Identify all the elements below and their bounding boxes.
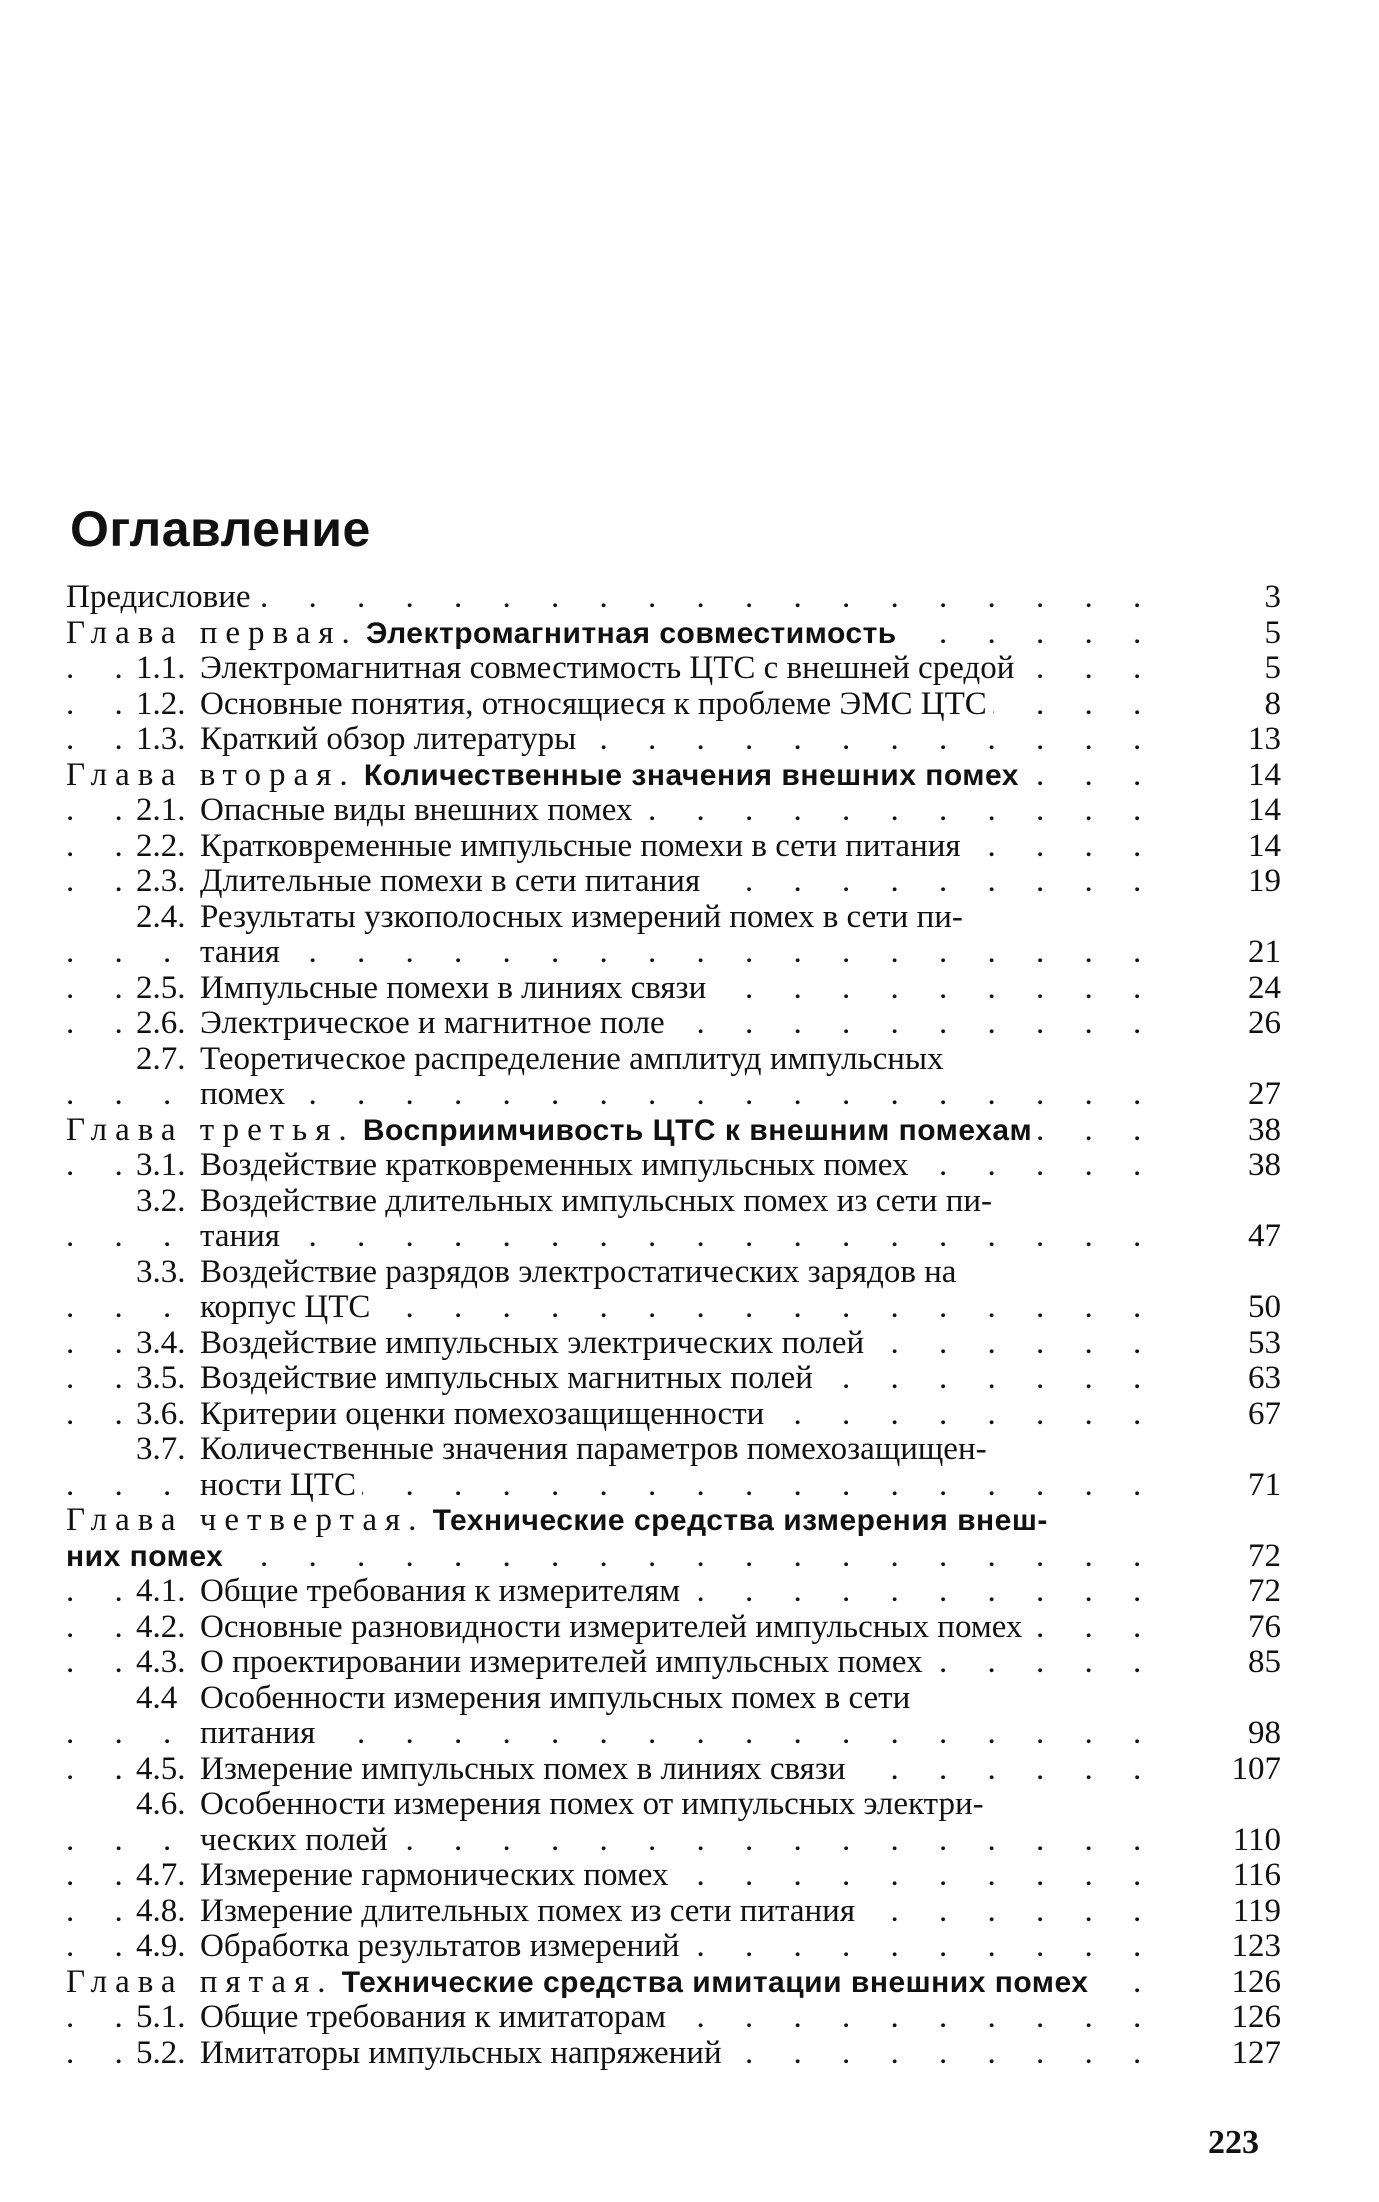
toc-entry bbox=[66, 651, 1281, 687]
page-ref: 110 bbox=[1232, 1821, 1281, 1858]
toc-entry bbox=[66, 1006, 1281, 1042]
toc-entry bbox=[66, 580, 1281, 616]
section-number: 3.2. bbox=[136, 1183, 186, 1219]
section-title: Электрическое и магнитное поле bbox=[200, 1006, 665, 1041]
section-title: Опасные виды внешних помех bbox=[200, 793, 633, 828]
toc-entry bbox=[66, 1432, 1281, 1468]
section-number: 1.1. bbox=[136, 651, 186, 686]
section-number: 3.6. bbox=[136, 1396, 186, 1432]
section-title: Импульсные помехи в линиях связи bbox=[200, 970, 707, 1006]
section-number: 1.2. bbox=[136, 686, 186, 722]
toc-entry bbox=[66, 935, 1281, 971]
toc-entry bbox=[66, 1965, 1281, 2001]
toc-entry bbox=[66, 1042, 1281, 1078]
toc-entry bbox=[66, 1539, 1281, 1575]
chapter-label: Глава четвертая. bbox=[66, 1503, 425, 1538]
page-ref: 38 bbox=[1248, 1147, 1281, 1183]
toc-entry bbox=[66, 1184, 1281, 1220]
page-ref: 127 bbox=[1231, 2034, 1281, 2071]
toc-entry bbox=[66, 2036, 1281, 2072]
page-ref: 26 bbox=[1248, 1005, 1281, 1041]
toc-entry bbox=[66, 2000, 1281, 2036]
toc-entry bbox=[66, 864, 1281, 900]
page-ref: 14 bbox=[1248, 827, 1281, 864]
toc-entry bbox=[66, 1716, 1281, 1752]
section-number: 3.7. bbox=[136, 1432, 186, 1467]
section-title: Измерение гармонических помех bbox=[200, 1858, 669, 1893]
chapter-label: Глава пятая. bbox=[66, 1964, 334, 2000]
table-of-contents bbox=[66, 580, 1281, 2071]
section-title: Обработка результатов измерений bbox=[200, 1929, 680, 1964]
toc-entry bbox=[66, 1503, 1281, 1539]
page-ref: 14 bbox=[1248, 792, 1281, 828]
page-ref: 72 bbox=[1248, 1537, 1281, 1574]
toc-entry bbox=[66, 1219, 1281, 1255]
toc-entry bbox=[66, 829, 1281, 865]
section-title-continued: ности ЦТС bbox=[200, 1467, 356, 1503]
section-number: 4.1. bbox=[136, 1574, 186, 1609]
page-ref: 85 bbox=[1248, 1644, 1281, 1680]
section-number: 3.1. bbox=[136, 1148, 186, 1183]
section-number: 4.9. bbox=[136, 1929, 186, 1964]
toc-entry bbox=[66, 1787, 1281, 1823]
chapter-title: Количественные значения внешних помех bbox=[363, 758, 1019, 792]
page-ref: 76 bbox=[1248, 1608, 1281, 1645]
section-number: 4.3. bbox=[136, 1645, 186, 1680]
chapter-label: Глава третья. bbox=[66, 1112, 355, 1148]
section-title: Измерение импульсных помех в линиях связи bbox=[200, 1751, 846, 1787]
section-title-continued: ческих полей bbox=[200, 1822, 388, 1858]
section-title: Краткий обзор литературы bbox=[200, 722, 577, 757]
toc-entry bbox=[66, 1148, 1281, 1184]
page-title: Оглавление bbox=[70, 501, 371, 557]
toc-entry bbox=[66, 1468, 1281, 1504]
page-ref: 53 bbox=[1248, 1324, 1281, 1361]
toc-entry bbox=[66, 1077, 1281, 1113]
page-ref: 24 bbox=[1248, 969, 1281, 1006]
section-title: Критерии оценки помехозащищенности bbox=[200, 1396, 765, 1432]
section-title: Воздействие кратковременных импульсных помех bbox=[200, 1148, 909, 1183]
section-title-continued: корпус ЦТС bbox=[200, 1290, 371, 1325]
page-ref: 126 bbox=[1231, 1999, 1281, 2035]
section-title: Электромагнитная совместимость ЦТС с внешней средой bbox=[200, 651, 1015, 686]
section-title: Основные разновидности измерителей импульсных помех bbox=[200, 1609, 1023, 1645]
toc-entry bbox=[66, 1929, 1281, 1965]
chapter-label: Глава вторая. bbox=[66, 757, 356, 793]
chapter-title: Технические средства имитации внешних помех bbox=[341, 1965, 1089, 1999]
section-title: Теоретическое распределение амплитуд импульсных bbox=[200, 1041, 944, 1077]
section-title: Воздействие импульсных магнитных полей bbox=[200, 1361, 813, 1396]
section-title: Общие требования к имитаторам bbox=[200, 2000, 667, 2035]
section-number: 1.3. bbox=[136, 722, 186, 757]
section-number: 2.5. bbox=[136, 970, 186, 1006]
section-title: Кратковременные импульсные помехи в сети питания bbox=[200, 828, 961, 864]
section-title: О проектировании измерителей импульсных помех bbox=[200, 1645, 923, 1680]
page-ref: 67 bbox=[1248, 1395, 1281, 1432]
chapter-label: Глава первая. bbox=[66, 615, 358, 651]
toc-entry bbox=[66, 1858, 1281, 1894]
section-number: 4.8. bbox=[136, 1893, 186, 1929]
page-ref: 126 bbox=[1231, 1963, 1281, 2000]
page-ref: 72 bbox=[1248, 1573, 1281, 1609]
chapter-title-continued: них помех bbox=[66, 1539, 224, 1573]
toc-entry bbox=[66, 1255, 1281, 1291]
section-title: Измерение длительных помех из сети питания bbox=[200, 1893, 856, 1929]
section-number: 4.6. bbox=[136, 1787, 186, 1822]
section-number: 2.6. bbox=[136, 1006, 186, 1041]
entry-title: Предисловие bbox=[66, 580, 251, 615]
page-ref: 8 bbox=[1264, 685, 1281, 722]
section-title-continued: тания bbox=[200, 1219, 280, 1254]
page-ref: 5 bbox=[1264, 650, 1281, 686]
page-ref: 3 bbox=[1264, 579, 1281, 615]
page-ref: 107 bbox=[1231, 1750, 1281, 1787]
section-number: 3.5. bbox=[136, 1361, 186, 1396]
section-number: 2.3. bbox=[136, 864, 186, 899]
page-ref: 27 bbox=[1248, 1076, 1281, 1112]
section-number: 4.5. bbox=[136, 1751, 186, 1787]
chapter-title: Восприимчивость ЦТС к внешним помехам bbox=[362, 1113, 1033, 1147]
page-ref: 119 bbox=[1232, 1892, 1281, 1929]
toc-entry bbox=[66, 900, 1281, 936]
toc-entry bbox=[66, 1645, 1281, 1681]
section-number: 2.1. bbox=[136, 793, 186, 828]
section-title: Воздействие длительных импульсных помех из сети пи- bbox=[200, 1183, 992, 1219]
page-ref: 19 bbox=[1248, 863, 1281, 899]
section-title-continued: тания bbox=[200, 935, 280, 970]
section-title: Основные понятия, относящиеся к проблеме ЭМС ЦТС bbox=[200, 686, 987, 722]
toc-entry bbox=[66, 722, 1281, 758]
toc-entry bbox=[66, 971, 1281, 1007]
section-title: Особенности измерения помех от импульсных электри- bbox=[200, 1787, 984, 1822]
section-number: 4.2. bbox=[136, 1609, 186, 1645]
toc-entry bbox=[66, 616, 1281, 652]
page-ref: 47 bbox=[1248, 1218, 1281, 1254]
page-ref: 116 bbox=[1232, 1857, 1281, 1893]
section-title: Результаты узкополосных измерений помех в сети пи- bbox=[200, 899, 963, 935]
section-number: 5.2. bbox=[136, 2035, 186, 2071]
toc-entry bbox=[66, 1610, 1281, 1646]
section-title: Имитаторы импульсных напряжений bbox=[200, 2035, 722, 2071]
toc-entry bbox=[66, 1113, 1281, 1149]
toc-entry bbox=[66, 1681, 1281, 1717]
section-title: Воздействие разрядов электростатических зарядов на bbox=[200, 1254, 957, 1290]
section-number: 5.1. bbox=[136, 2000, 186, 2035]
section-title: Количественные значения параметров помехозащищен- bbox=[200, 1432, 987, 1467]
toc-entry bbox=[66, 1574, 1281, 1610]
toc-entry bbox=[66, 1752, 1281, 1788]
section-number: 2.2. bbox=[136, 828, 186, 864]
section-number: 2.4. bbox=[136, 899, 186, 935]
page-number: 223 bbox=[1208, 2124, 1259, 2161]
toc-entry bbox=[66, 793, 1281, 829]
section-number: 4.7. bbox=[136, 1858, 186, 1893]
page-ref: 71 bbox=[1248, 1466, 1281, 1503]
section-title: Длительные помехи в сети питания bbox=[200, 864, 701, 899]
section-title-continued: помех bbox=[200, 1077, 286, 1112]
page-ref: 14 bbox=[1248, 756, 1281, 793]
toc-entry bbox=[66, 1397, 1281, 1433]
page-ref: 63 bbox=[1248, 1360, 1281, 1396]
page-ref: 13 bbox=[1248, 721, 1281, 757]
section-title: Воздействие импульсных электрических полей bbox=[200, 1325, 865, 1361]
toc-entry bbox=[66, 1361, 1281, 1397]
section-number: 3.4. bbox=[136, 1325, 186, 1361]
section-number: 2.7. bbox=[136, 1041, 186, 1077]
toc-entry bbox=[66, 687, 1281, 723]
page-ref: 38 bbox=[1248, 1111, 1281, 1148]
page-ref: 98 bbox=[1248, 1715, 1281, 1751]
toc-entry bbox=[66, 1894, 1281, 1930]
section-number: 4.4 bbox=[136, 1680, 178, 1716]
page-ref: 5 bbox=[1264, 614, 1281, 651]
chapter-title: Технические средства измерения внеш- bbox=[432, 1504, 1048, 1537]
section-number: 3.3. bbox=[136, 1254, 186, 1290]
page-ref: 50 bbox=[1248, 1289, 1281, 1325]
toc-entry bbox=[66, 758, 1281, 794]
toc-entry bbox=[66, 1290, 1281, 1326]
chapter-title: Электромагнитная совместимость bbox=[366, 616, 897, 650]
section-title: Общие требования к измерителям bbox=[200, 1574, 681, 1609]
page-ref: 123 bbox=[1231, 1928, 1281, 1964]
section-title: Особенности измерения импульсных помех в сети bbox=[200, 1680, 911, 1716]
page-ref: 21 bbox=[1248, 934, 1281, 970]
toc-entry bbox=[66, 1326, 1281, 1362]
toc-entry bbox=[66, 1823, 1281, 1859]
section-title-continued: питания bbox=[200, 1716, 316, 1751]
